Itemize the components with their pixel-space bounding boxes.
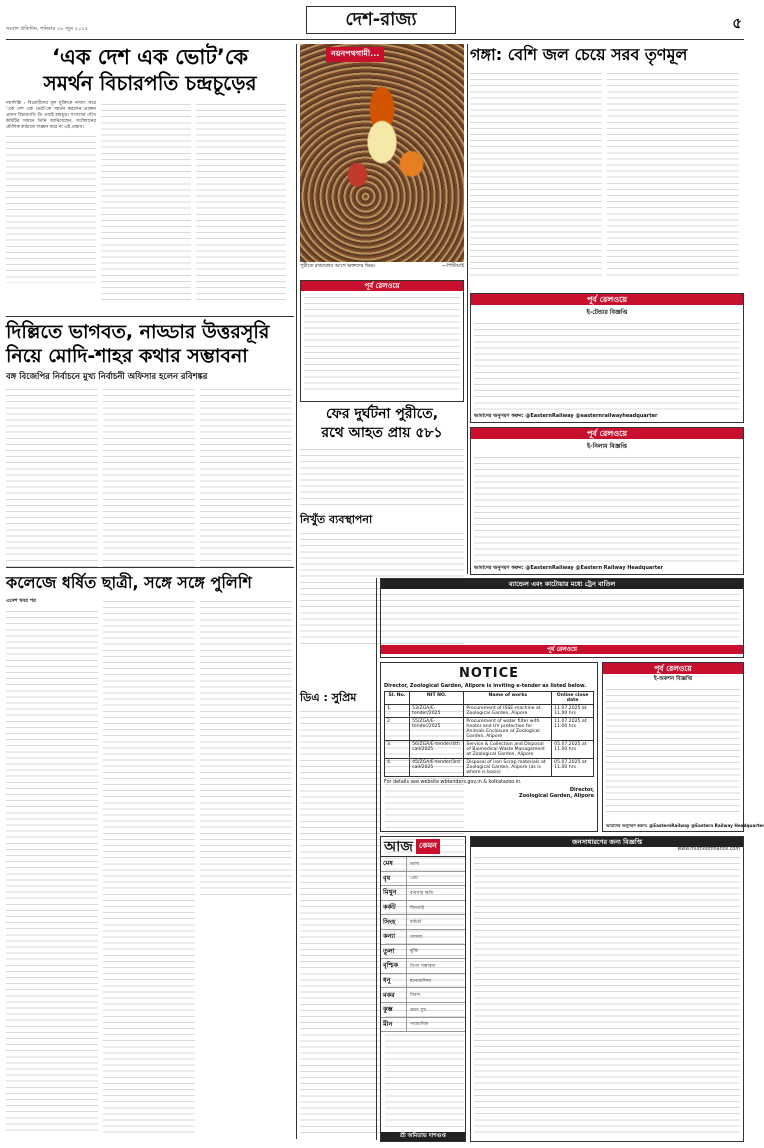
notice-cell: 4.: [385, 759, 410, 777]
ad-rail-small: [300, 280, 464, 402]
notice-col-work: Name of works: [464, 692, 552, 705]
rashi-name: তুলা: [381, 945, 407, 959]
masthead-rule: [6, 39, 744, 40]
article-delhi: [6, 320, 294, 565]
horoscope-title-left: আজ: [384, 838, 413, 855]
rashi-text: সাফল্য: [410, 934, 423, 940]
list-item: [381, 974, 465, 989]
notice-cell: 56/ZGA/E-tender/4th call/2025: [410, 741, 464, 759]
list-item: [381, 886, 465, 901]
puri-headline-2: রথে আহত প্রায় ৫৮১: [321, 425, 443, 441]
notice-cell: 11.07.2025 at 11.00 hrs: [552, 718, 594, 741]
ganga-body-1: [470, 70, 602, 280]
table-row: [385, 718, 594, 741]
ad-rail-3-box: [602, 662, 764, 832]
rashi-name: ধনু: [381, 974, 407, 988]
photo-puri-tag: নয়নপথগামী...: [326, 47, 384, 62]
college-byline-left: এদেশ খবর পর: [6, 598, 36, 604]
list-item: [381, 915, 465, 930]
ad-rail-2-title: পূর্ব রেলওয়ে: [471, 428, 743, 439]
notice-cell: 3.: [385, 741, 410, 759]
rashi-name: কর্কট: [381, 901, 407, 915]
college-body-1: [6, 608, 98, 1133]
train-cancel-title: ব্যান্ডেল এবং কাটোয়ার মধ্যে ট্রেন বাতিল: [381, 579, 743, 589]
notice-cell: 1.: [385, 705, 410, 718]
page-number: ৫: [732, 14, 742, 32]
list-item: [381, 945, 465, 960]
delhi-subhead: বঙ্গ বিজেপির নির্বাচনে মুখ্য নির্বাচনী অফিসার হলেন রবিশঙ্কর: [6, 371, 208, 381]
rule-left-1: [6, 316, 294, 317]
col-rule-1: [296, 44, 297, 1139]
rashi-text: ঝুঁকি: [410, 949, 419, 955]
rashi-name: কুম্ভ: [381, 1003, 407, 1017]
onenation-body-1: [6, 133, 96, 283]
onenation-col-1: [6, 101, 96, 301]
train-cancel-notice: [380, 578, 744, 658]
notice-cell: 45/ZGA/E-tender/3rd call/2025: [410, 759, 464, 777]
list-item: [381, 1018, 465, 1033]
da-headline: ডিএ : সুপ্রিম: [300, 691, 357, 704]
da-body-1: [300, 708, 380, 1133]
list-item: [381, 1003, 465, 1018]
section-title: দেশ-রাজ্য: [306, 6, 456, 34]
col-rule-3: [376, 578, 377, 1140]
ganga-body-2: [607, 70, 739, 280]
masthead: [6, 6, 744, 38]
rashi-text: মনোমালিন্য: [410, 978, 432, 984]
col-rule-2: [467, 44, 468, 574]
horoscope: [380, 836, 466, 1142]
notice-col-date: Online close date: [552, 692, 594, 705]
horoscope-list: [381, 857, 465, 1032]
rashi-name: মীন: [381, 1018, 407, 1032]
ad-rail-3-subtitle: ই-অকশন বিজ্ঞপ্তি: [653, 676, 693, 682]
rashi-text: প্রেম: [410, 876, 418, 882]
ad-rail-1-subtitle: ই-টেন্ডার বিজ্ঞপ্তি: [586, 309, 628, 316]
notice-cell: 2.: [385, 718, 410, 741]
rashi-text: আশা: [410, 861, 420, 867]
notice-cell: Procurement of ISSE-machine at Zoological Garden, Alipore: [464, 705, 552, 718]
article-puri-stampede: [300, 405, 464, 510]
ad-rail-1-footer: আমাদের অনুসরণ করুন: @EasternRailway @easternrailwayheadquarter: [474, 413, 658, 419]
photo-puri-caption: পুরীতে রথযাত্রার আগে ভক্তদের ভিড়।: [300, 263, 376, 269]
ad-rail-1-title: পূর্ব রেলওয়ে: [471, 294, 743, 305]
horoscope-title-right: কেমন: [416, 839, 440, 854]
college-body-2: [103, 598, 195, 1133]
onenation-headline-2: সমর্থন বিচারপতি চন্দ্রচূড়ের: [43, 71, 257, 95]
onenation-body-2: [101, 101, 191, 301]
puri-crowd-image: [300, 44, 464, 262]
list-item: [381, 959, 465, 974]
article-college: [6, 572, 294, 1142]
notice-cell: Service & Collection and Disposal of Biomedical Waste Management at Zoological Garden, Alipore: [464, 741, 552, 759]
rashi-text: পারমার্থিক: [410, 1022, 429, 1028]
issue-info: সংবাদ প্রতিদিন, শনিবার ২৮ জুন ২০২৫: [6, 26, 89, 32]
notice-intro: Director, Zoological Garden, Alipore is inviting e-tender as listed below.: [384, 683, 587, 689]
list-item: [381, 901, 465, 916]
list-item: [381, 988, 465, 1003]
rashi-text: ছিনতাই: [410, 905, 425, 911]
ad-rail-2: [470, 427, 744, 575]
notice-cell: Procurement of water filter with heater and UV protection for Animals Enclosure at Zoological Garden, Alipore: [464, 718, 552, 741]
notice-footnote: For details see website wbtenders.gov.in & kolkatazoo.in.: [384, 780, 522, 785]
system-headline: নিখুঁত ব্যবস্থাপনা: [300, 513, 373, 526]
ad-rail-1: [470, 293, 744, 423]
delhi-headline-1: দিল্লিতে ভাগবত, নাড্ডার উত্তরসূরি: [6, 321, 270, 343]
onenation-headline-1: ‘এক দেশ এক ভোট’কে: [51, 45, 249, 69]
train-cancel-body: [384, 591, 740, 643]
table-row: [385, 705, 594, 718]
table-row: [385, 741, 594, 759]
rashi-name: মেষ: [381, 857, 407, 871]
muthoot-web: www.muthootfinance.com: [677, 847, 740, 852]
notice-cell: 53/ZGA/E-tender/2025: [410, 705, 464, 718]
article-onenation: [6, 44, 294, 314]
rashi-name: মিথুন: [381, 886, 407, 900]
notice-table: [384, 691, 594, 777]
ad-rail-3-footer: আমাদের অনুসরণ করুন: @EasternRailway @Eastern Railway Headquarter: [606, 823, 764, 828]
rashi-text: ধর্মচর্চা: [410, 920, 422, 926]
puri-stampede-body: [300, 446, 464, 506]
rashi-text: ভ্রমণ সুখ: [410, 1007, 427, 1013]
list-item: [381, 930, 465, 945]
ad-rail-small-title: পূর্ব রেলওয়ে: [301, 281, 463, 291]
table-row: [385, 759, 594, 777]
notice-cell: Disposal of iron Scrap materials at Zoological Garden, Alipore (as is where is basis): [464, 759, 552, 777]
rashi-name: কন্যা: [381, 930, 407, 944]
onenation-lead: নয়াদিল্লি : বিরোধীদের মূল যুক্তিকে নস্যাৎ করে ‘এক দেশ এক ভোট’কে সমর্থন করলেন প্রাক্তন প্রধান বিচারপতি ডি ওয়াই চন্দ্রচূড়। সংসদের যৌথ কমিটির সামনে তিনি জানিয়েছেন, সংবিধানের মৌলিক কাঠামো লঙ্ঘন করে না এই প্রস্তাব।: [6, 101, 96, 131]
notice-col-sl: Sl. No.: [385, 692, 410, 705]
rashi-text: ব্যবসায় ক্ষতি: [410, 890, 434, 896]
muthoot-notice: [470, 836, 744, 1142]
notice-cell: 55/ZGA/E-tender/2025: [410, 718, 464, 741]
ad-rail-3-title: পূর্ব রেলওয়ে: [603, 663, 743, 674]
notice-sign-title: Director,: [569, 787, 594, 793]
ad-rail-1-body: [474, 320, 740, 410]
photo-puri-credit: —পিটিআই: [441, 263, 464, 269]
horoscope-astrologer: শ্রী অমিতাভ দাশগুপ্ত: [381, 1132, 465, 1141]
muthoot-title: জনসাধারণের জন্য বিজ্ঞপ্তি: [471, 837, 743, 847]
notice-cell: 05.07.2025 at 11.00 hrs: [552, 741, 594, 759]
rashi-name: সিংহ: [381, 915, 407, 929]
delhi-body-2: [103, 386, 195, 571]
notice-zoo: [380, 662, 598, 832]
puri-headline-1: ফের দুর্ঘটনা পুরীতে,: [325, 406, 439, 422]
article-ganga: [470, 44, 744, 289]
notice-col-nit: NIT NO.: [410, 692, 464, 705]
delhi-headline-2: নিয়ে মোদি-শাহর কথার সম্ভাবনা: [6, 345, 248, 367]
photo-puri: [300, 44, 464, 276]
list-item: [381, 857, 465, 872]
rashi-name: বৃশ্চিক: [381, 959, 407, 973]
list-item: [381, 872, 465, 887]
delhi-body-3: [200, 386, 292, 571]
ad-rail-2-subtitle: ই-নিলাম বিজ্ঞপ্তি: [587, 443, 627, 450]
ad-rail-3-body: [606, 686, 740, 816]
rashi-text: বিবাদ: [410, 993, 421, 999]
muthoot-body: [474, 854, 740, 1134]
ad-rail-small-body: [304, 294, 460, 394]
ganga-headline: গঙ্গা: বেশি জল চেয়ে সরব তৃণমূল: [470, 45, 688, 64]
train-cancel-footer: পূর্ব রেলওয়ে: [381, 645, 743, 654]
rule-left-2: [6, 567, 294, 568]
notice-title: NOTICE: [458, 666, 520, 681]
delhi-body-1: [6, 386, 98, 571]
notice-cell: 11.07.2025 at 11.00 hrs: [552, 705, 594, 718]
ad-rail-2-body: [474, 454, 740, 562]
college-body-3: [200, 598, 292, 898]
notice-cell: 05.07.2025 at 11.00 hrs: [552, 759, 594, 777]
onenation-body-3: [196, 101, 286, 301]
college-headline: কলেজে ধর্ষিত ছাত্রী, সঙ্গে সঙ্গে পুলিশি: [6, 573, 252, 592]
rashi-name: মকর: [381, 988, 407, 1002]
rashi-text: বিপদ সম্ভাবনা: [410, 963, 436, 969]
notice-sign-place: Zoological Garden, Alipore: [518, 793, 594, 799]
rashi-name: বৃষ: [381, 872, 407, 886]
ad-rail-2-footer: আমাদের অনুসরণ করুন: @EasternRailway @Eastern Railway Headquarter: [474, 565, 663, 571]
